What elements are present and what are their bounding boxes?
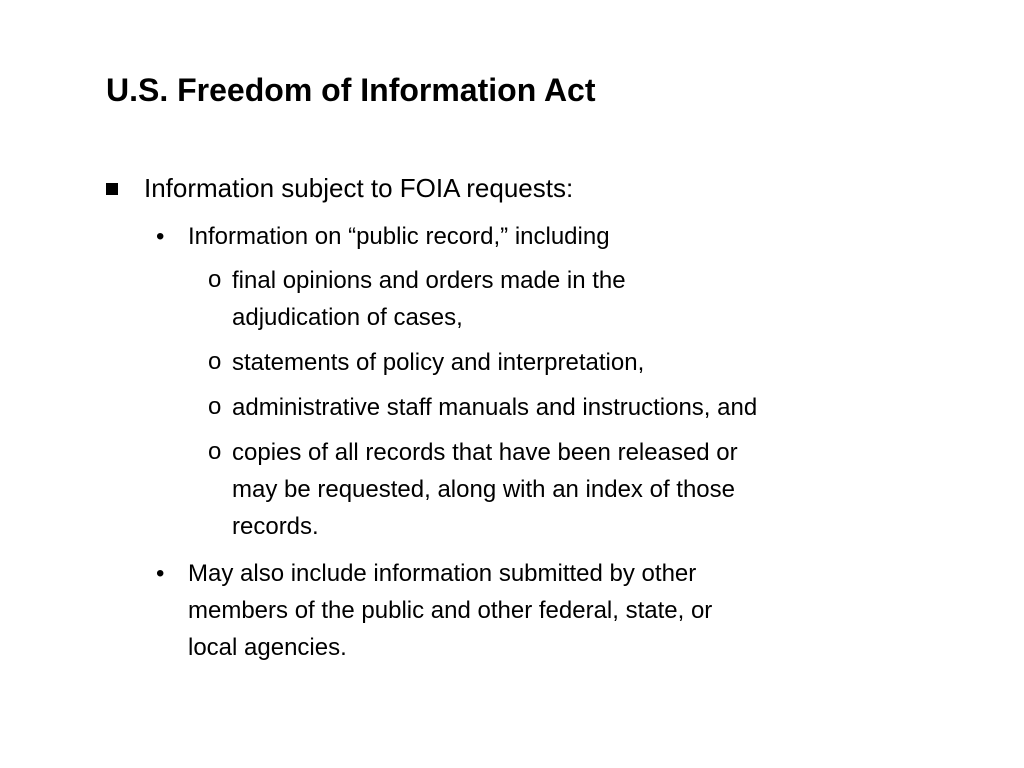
text-line: local agencies.: [188, 634, 347, 661]
text-line: May also include information submitted by other: [188, 560, 697, 587]
text-line: may be requested, along with an index of those: [232, 476, 735, 503]
slide-title: U.S. Freedom of Information Act: [106, 72, 596, 108]
dot-bullet-icon: •: [156, 223, 165, 250]
bullet-text: [188, 555, 908, 666]
bullet-text: administrative staff manuals and instructions, and: [232, 394, 758, 421]
text-line: copies of all records that have been released or: [232, 439, 738, 466]
text-line: final opinions and orders made in the: [232, 267, 626, 294]
circle-bullet-icon: o: [208, 348, 222, 375]
square-bullet-icon: [106, 183, 118, 195]
bullet-text: Information on “public record,” including: [188, 223, 610, 250]
text-line: members of the public and other federal, state, or: [188, 597, 713, 624]
circle-bullet-icon: o: [208, 266, 222, 293]
bullet-text: [232, 434, 952, 545]
bullet-text: [232, 262, 952, 336]
bullet-text: statements of policy and interpretation,: [232, 349, 645, 376]
dot-bullet-icon: •: [156, 560, 165, 587]
circle-bullet-icon: o: [208, 438, 222, 465]
bullet-text: Information subject to FOIA requests:: [144, 173, 574, 203]
text-line: records.: [232, 513, 319, 540]
circle-bullet-icon: o: [208, 393, 222, 420]
text-line: adjudication of cases,: [232, 304, 463, 331]
